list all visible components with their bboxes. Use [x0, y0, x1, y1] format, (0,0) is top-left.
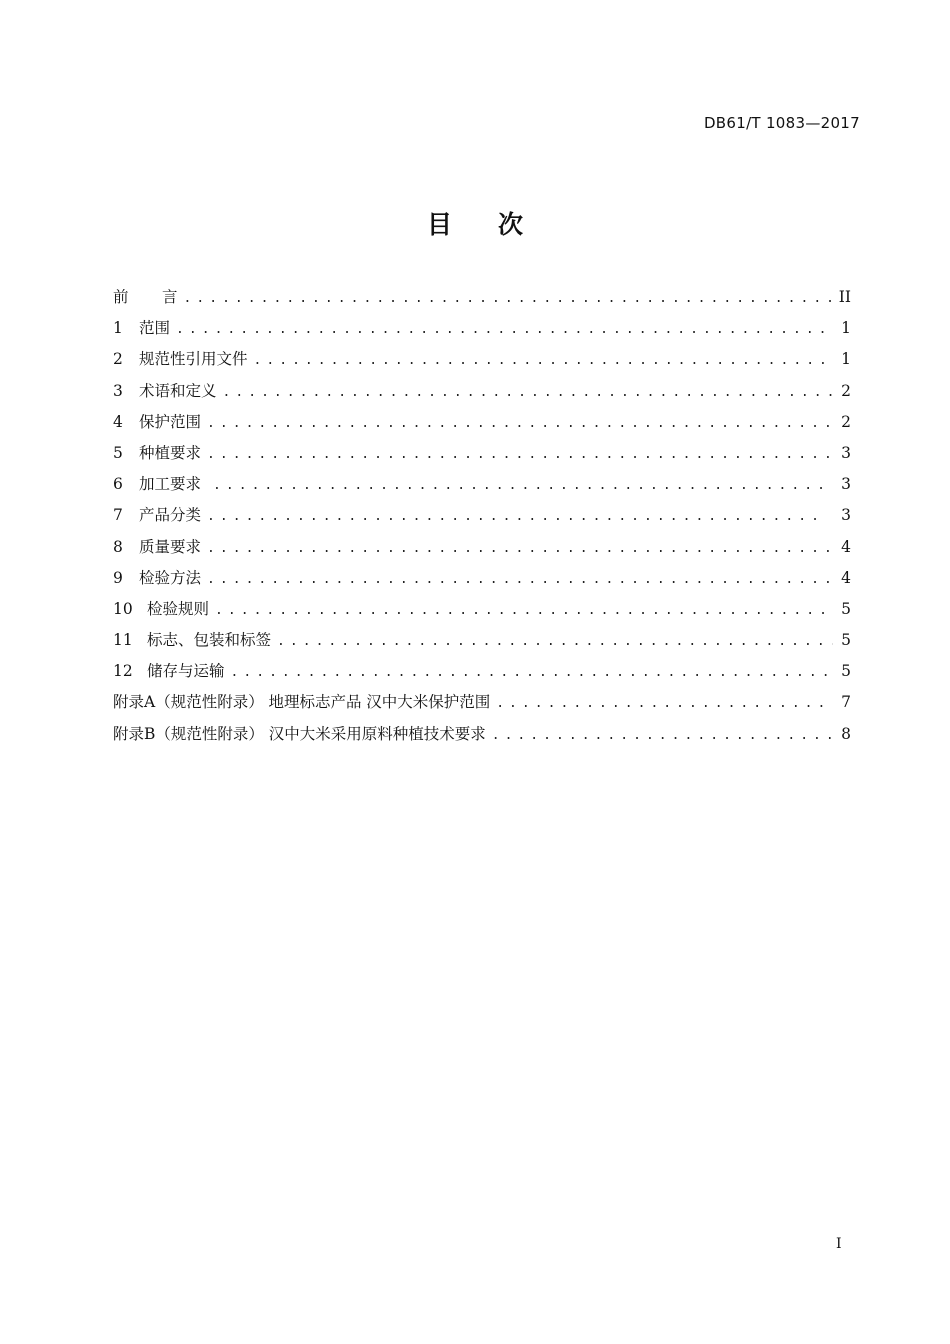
- toc-leader-dots: [213, 470, 833, 501]
- toc-entry-label: 汉中大米采用原料种植技术要求: [268, 724, 486, 743]
- page-number: I: [836, 1236, 842, 1252]
- toc-entry-inspection-rules[interactable]: [113, 594, 851, 625]
- toc-entry-number: 5: [113, 443, 123, 462]
- toc-entry-number: 7: [113, 506, 123, 525]
- toc-leader-dots: [176, 314, 833, 345]
- toc-entry-label: 储存与运输: [147, 662, 225, 681]
- toc-entry-number: 6: [113, 475, 123, 494]
- toc-entry-number: 2: [113, 350, 123, 369]
- toc-leader-dots: [254, 345, 833, 376]
- toc-entry-page: 4: [841, 568, 851, 587]
- toc-leader-dots: [207, 408, 833, 439]
- toc-entry-scope[interactable]: [113, 313, 851, 344]
- toc-entry-page: 7: [841, 693, 851, 712]
- toc-entry-planting[interactable]: [113, 438, 851, 469]
- toc-entry-number: 9: [113, 568, 123, 587]
- toc-entry-page: 8: [841, 724, 851, 743]
- toc-entry-classification[interactable]: [113, 500, 851, 531]
- toc-entry-number: 8: [113, 537, 123, 556]
- toc-entry-number: 附录A（规范性附录）: [113, 693, 264, 712]
- toc-entry-page: 3: [841, 443, 851, 462]
- toc-entry-page: 3: [841, 506, 851, 525]
- toc-entry-page: 5: [841, 631, 851, 650]
- toc-entry-page: 2: [841, 381, 851, 400]
- toc-leader-dots: [215, 595, 833, 626]
- toc-entry-label: 产品分类: [139, 506, 202, 525]
- document-code: DB61/T 1083—2017: [703, 114, 860, 132]
- toc-entry-label: 保护范围: [139, 412, 202, 431]
- toc-title: [0, 205, 950, 241]
- toc-entry-number: 12: [113, 662, 133, 681]
- toc-leader-dots: [231, 657, 833, 688]
- toc-leader-dots: [277, 626, 833, 657]
- toc-entry-foreword[interactable]: [113, 282, 851, 313]
- toc-entry-annex-a[interactable]: [113, 687, 851, 718]
- toc-entry-number: 前: [113, 288, 129, 306]
- toc-entry-label: 质量要求: [139, 537, 202, 556]
- toc-entry-page: II: [838, 288, 851, 306]
- toc-entry-annex-b[interactable]: [113, 719, 851, 750]
- toc-entry-processing[interactable]: [113, 469, 851, 500]
- toc-leader-dots: [207, 501, 825, 532]
- toc-entry-terms[interactable]: [113, 376, 851, 407]
- toc-entry-number: 3: [113, 381, 123, 400]
- toc-leader-dots: [496, 688, 833, 719]
- toc-entry-label: 检验方法: [139, 568, 202, 587]
- toc-leader-dots: [184, 283, 833, 314]
- toc-title-char-2: 次: [498, 210, 524, 239]
- toc-entry-page: 3: [841, 475, 851, 494]
- toc-entry-label: 加工要求: [139, 475, 202, 494]
- toc-entry-test-methods[interactable]: [113, 563, 851, 594]
- toc-entry-page: 5: [841, 599, 851, 618]
- toc-entry-label: 术语和定义: [139, 381, 217, 400]
- toc-entry-number: 4: [113, 412, 123, 431]
- toc-entry-label: 地理标志产品: [268, 693, 362, 712]
- toc-entry-label: 规范性引用文件: [139, 350, 248, 369]
- toc-leader-dots: [207, 439, 833, 470]
- toc-entry-label: 标志、包装和标签: [147, 631, 272, 650]
- toc-entry-page: 1: [841, 319, 851, 338]
- toc-leader-dots: [207, 533, 833, 564]
- toc-entry-number: 1: [113, 319, 123, 338]
- toc-entry-label: 范围: [139, 319, 171, 338]
- toc-title-char-1: 目: [426, 210, 452, 239]
- toc-entry-label: 种植要求: [139, 443, 202, 462]
- toc-entry-page: 4: [841, 537, 851, 556]
- toc-entry-number: 11: [113, 631, 133, 650]
- toc-entry-storage-transport[interactable]: [113, 656, 851, 687]
- toc-leader-dots: [492, 720, 833, 751]
- toc-entry-protection-scope[interactable]: [113, 407, 851, 438]
- toc-entry-quality[interactable]: [113, 532, 851, 563]
- toc-leader-dots: [223, 377, 833, 408]
- toc-leader-dots: [207, 564, 833, 595]
- toc-entry-normative-references[interactable]: [113, 344, 851, 375]
- toc-entry-label: 言: [162, 288, 178, 306]
- toc-entry-label-secondary: 汉中大米保护范围: [366, 693, 491, 712]
- toc-entry-number: 10: [113, 599, 133, 618]
- toc-list: [113, 282, 851, 750]
- toc-entry-number: 附录B（规范性附录）: [113, 724, 264, 743]
- toc-entry-page: 2: [841, 412, 851, 431]
- toc-entry-page: 1: [841, 350, 851, 369]
- toc-entry-label: 检验规则: [147, 599, 210, 618]
- toc-entry-marking-packaging[interactable]: [113, 625, 851, 656]
- toc-entry-page: 5: [841, 662, 851, 681]
